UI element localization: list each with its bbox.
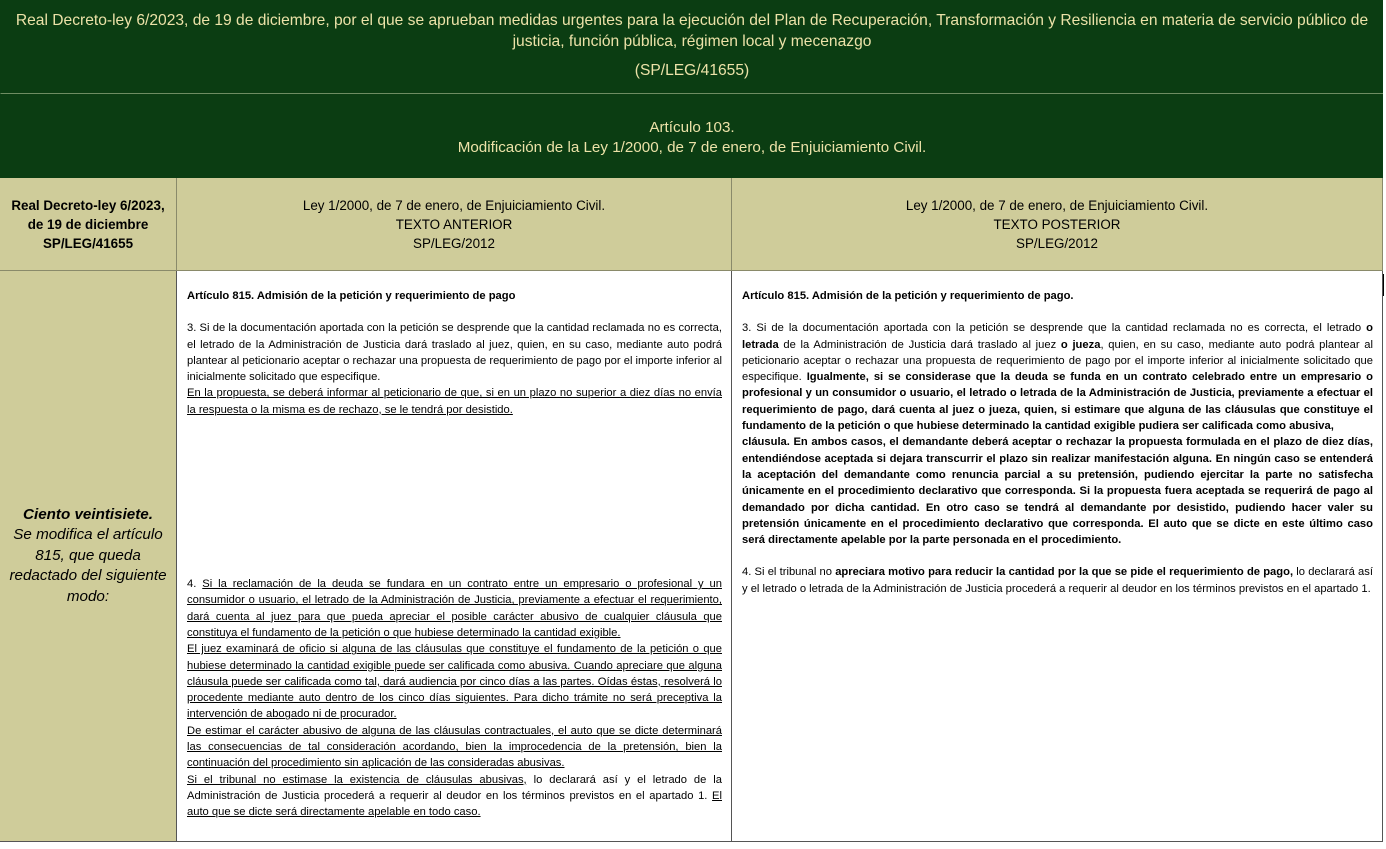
posterior-paragraph-4 [742,564,1373,597]
header-decree-line1: Real Decreto-ley 6/2023, [11,197,165,213]
header-posterior-line1: Ley 1/2000, de 7 de enero, de Enjuiciamiento Civil. [905,197,1209,213]
posterior-p3-bold2: o jueza [1060,338,1101,351]
anterior-p4d-final: El auto que se dicte será directamente apelable en todo caso. [187,789,722,819]
header-anterior-line3: SP/LEG/2012 [413,235,495,251]
posterior-p3-part3: , quien, en su caso, mediante auto podrá plantear al peticionario aceptar o rechazar una propuesta de requerimiento de pago por el importe inferior al inicialmente solicitado que especifique. [742,338,1373,384]
anterior-p4-number: 4. [187,578,203,591]
decree-reference: (SP/LEG/41655) [634,62,750,79]
anterior-p4d-underlined: Si el tribunal no estimase la existencia de cláusulas abusivas, [187,773,527,786]
header-decree [0,178,177,271]
anterior-paragraph-3: 3. Si de la documentación aportada con la petición se desprende que la cantidad reclamada no es correcta, el letrado de la Administración de Justicia dará traslado al juez, quien, en su caso, mediante auto podrá plantear al peticionario aceptar o rechazar una propuesta de requerimiento de pago por el importe inferior al inicialmente solicitado que especifique. [187,322,722,384]
header-posterior-line3: SP/LEG/2012 [1016,235,1098,251]
anterior-paragraph-4c: De estimar el carácter abusivo de alguna de las cláusulas contractuales, el auto que se dicte determinará las consecuencias de tal consideración acordando, bien la improcedencia de la pretensión, bien la continuación del procedimiento sin aplicación de las consideradas abusivas. [187,724,722,770]
posterior-p4-bold: apreciara motivo para reducir la cantidad por la que se pide el requerimiento de pago, [835,566,1294,579]
posterior-paragraph-3 [742,320,1373,434]
header-anterior-line2: TEXTO ANTERIOR [395,216,513,232]
anterior-p4-text: Si la reclamación de la deuda se fundara en un contrato entre un empresario o profesional y un consumidor o usuario, el letrado de la Administración de Justicia, previamente a efectuar el requerimiento, dará cuenta al juez para que pueda apreciar el posible carácter abusivo de cualquier cláusula que constituya el fundamento de la petición o que hubiese determinado la cantidad exigible. [187,578,722,639]
header-anterior-line1: Ley 1/2000, de 7 de enero, de Enjuiciamiento Civil. [302,197,606,213]
anterior-paragraph-3-note: En la propuesta, se deberá informar al peticionario de que, si en un plazo no superior a diez días no envía la respuesta o la misma es de rechazo, se le tendrá por desistido. [187,387,722,416]
anterior-p4d-plain: lo declarará así y el letrado de la Administración de Justicia procederá a requerir al deudor en los términos previstos en el apartado 1. [187,773,722,802]
anterior-paragraph-4d [187,772,722,821]
comparison-table [0,178,1383,842]
posterior-p4-part2: lo declarará así y el letrado o letrada de la Administración de Justicia procederá a requerir al deudor en los términos previstos en el apartado 1. [742,566,1373,595]
modification-cell [0,271,177,842]
header-decree-line2: de 19 de diciembre [27,216,149,232]
article-band [0,93,1383,178]
posterior-paragraph-3-cont: cláusula. En ambos casos, el demandante deberá aceptar o rechazar la propuesta formulada en el plazo de diez días, entendiéndose aceptada si dejara transcurrir el plazo sin realizar manifestación alguna. En ningún caso se entenderá la aceptación del demandante como renuncia parcial a su pretensión, pudiendo ejercitar la parte no satisfecha únicamente en el procedimiento declarativo que corresponda. Si la propuesta fuera aceptada se requerirá de pago al demandado por dicha cantidad. En otro caso se tendrá al demandante por desistido, pudiendo hacer valer su pretensión únicamente en el procedimiento declarativo que corresponda. El auto que se dicte en este último caso será directamente apelable por la parte personada en el procedimiento. [742,436,1373,547]
posterior-p3-bold1: o letrada [742,322,1373,351]
article-number: Artículo 103. [649,119,735,136]
posterior-p4-part1: 4. Si el tribunal no [742,566,836,579]
posterior-article-title: Artículo 815. Admisión de la petición y requerimiento de pago. [742,290,1074,302]
header-posterior-line2: TEXTO POSTERIOR [993,216,1121,232]
anterior-paragraph-4b: El juez examinará de oficio si alguna de las cláusulas que constituye el fundamento de la petición o que hubiese determinado la cantidad exigible puede ser calificada como abusiva. Cuando apreciare que alguna cláusula puede ser calificada como tal, dará audiencia por cinco días a las partes. Oídas éstas, resolverá lo procedente mediante auto dentro de los cinco días siguientes. Para dicho trámite no será preceptiva la intervención de abogado ni de procurador. [187,643,722,721]
anterior-paragraph-4 [187,576,722,641]
modification-number: Ciento veintisiete. [23,505,153,523]
decree-title: Real Decreto-ley 6/2023, de 19 de diciembre, por el que se aprueban medidas urgentes para la ejecución del Plan de Recuperación, Transformación y Resiliencia en materia de servicio público de justicia, función pública, régimen local y mecenazgo [15,12,1369,50]
text-cursor [1383,274,1384,296]
modification-description: Se modifica el artículo 815, que queda redactado del siguiente modo: [9,526,167,605]
header-anterior [177,178,732,271]
anterior-text-cell [177,271,732,842]
title-band [0,0,1383,93]
posterior-p3-bold3: Igualmente, si se considerase que la deuda se funda en un contrato celebrado entre un empresario o profesional y un consumidor o usuario, el letrado o letrada de la Administración de Justicia, previamente a efectuar el requerimiento de pago, dará cuenta al juez o jueza, quien, si estimare que alguna de las cláusulas que constituye el fundamento de la petición o que hubiese determinado la cantidad exigible pudiera ser calificada como abusiva, [742,371,1373,433]
posterior-p3-part2: de la Administración de Justicia dará traslado al juez [778,338,1061,351]
header-posterior [732,178,1383,271]
article-heading: Modificación de la Ley 1/2000, de 7 de enero, de Enjuiciamiento Civil. [457,139,927,156]
posterior-p3-part1: 3. Si de la documentación aportada con la petición se desprende que la cantidad reclamada no es correcta, el letrado [742,322,1367,335]
header-decree-line3: SP/LEG/41655 [42,235,134,251]
anterior-article-title: Artículo 815. Admisión de la petición y requerimiento de pago [187,290,516,302]
posterior-text-cell [732,271,1383,842]
